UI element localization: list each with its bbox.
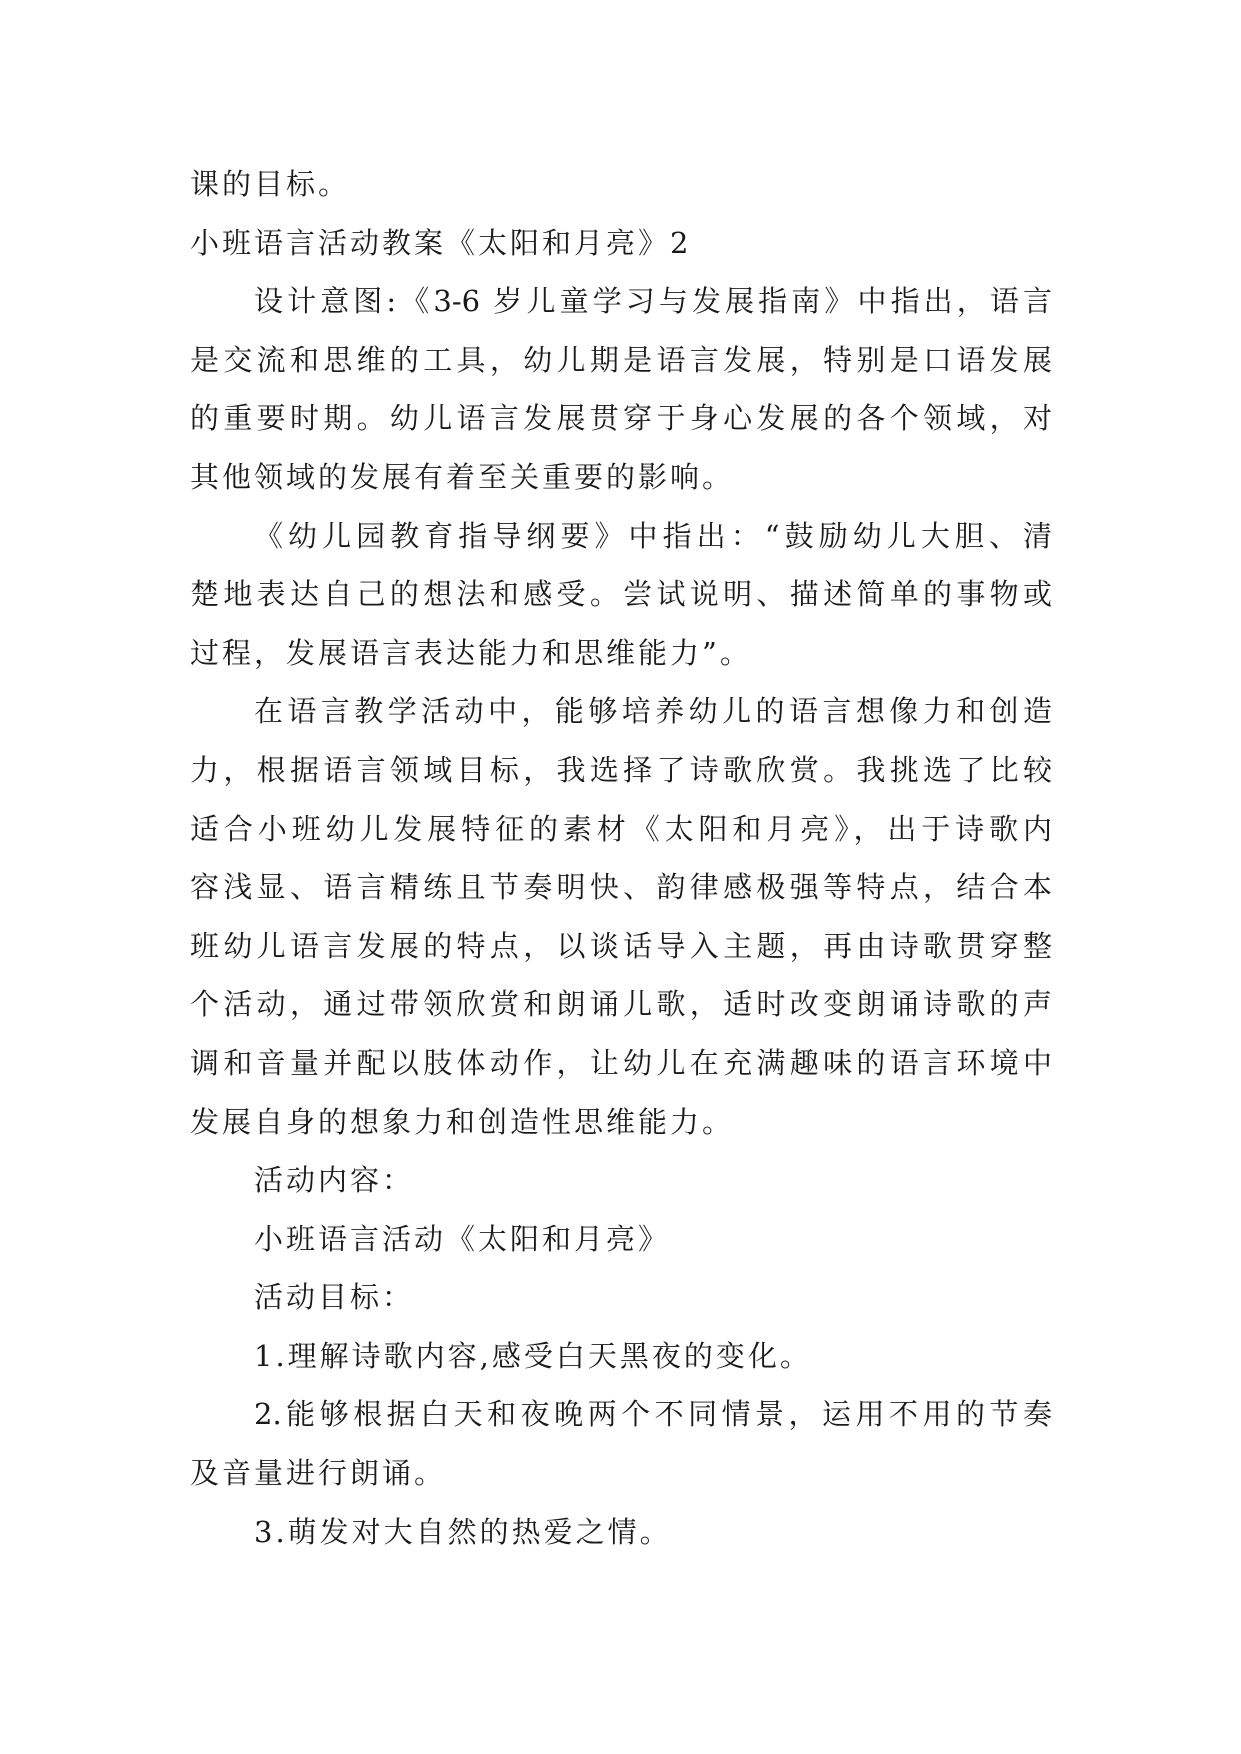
text-line: 2.能够根据白天和夜晚两个不同情景，运用不用的节奏 [254, 1397, 1052, 1432]
text-line: 过程，发展语言表达能力和思维能力”。 [190, 635, 752, 670]
text-line: 小班语言活动《太阳和月亮》 [254, 1221, 671, 1256]
text-line: 课的目标。 [190, 167, 351, 201]
text-line: 3.萌发对大自然的热爱之情。 [254, 1514, 672, 1549]
text-line: 及音量进行朗诵。 [190, 1456, 447, 1491]
text-line: 力，根据语言领域目标，我选择了诗歌欣赏。我挑选了比较 [190, 752, 1052, 787]
text-line: 楚地表达自己的想法和感受。尝试说明、描述简单的事物或 [190, 577, 1052, 612]
text-line: 设计意图:《3-6 岁儿童学习与发展指南》中指出，语言 [254, 284, 1052, 319]
text-line: 是交流和思维的工具，幼儿期是语言发展，特别是口语发展 [190, 342, 1052, 377]
text-line: 其他领域的发展有着至关重要的影响。 [190, 459, 735, 494]
text-line: 班幼儿语言发展的特点，以谈话导入主题，再由诗歌贯穿整 [190, 928, 1052, 963]
text-line: 发展自身的想象力和创造性思维能力。 [190, 1104, 735, 1139]
section-title: 小班语言活动教案《太阳和月亮》2 [190, 225, 692, 260]
text-line: 适合小班幼儿发展特征的素材《太阳和月亮》，出于诗歌内 [190, 811, 1052, 846]
text-line: 容浅显、语言精练且节奏明快、韵律感极强等特点，结合本 [190, 870, 1052, 905]
text-line: 在语言教学活动中，能够培养幼儿的语言想像力和创造 [254, 694, 1052, 729]
text-line: 个活动，通过带领欣赏和朗诵儿歌，适时改变朗诵诗歌的声 [190, 987, 1052, 1022]
document-body [190, 155, 1052, 1561]
text-line: 活动内容： [254, 1163, 415, 1198]
text-line: 的重要时期。幼儿语言发展贯穿于身心发展的各个领域，对 [190, 401, 1052, 436]
text-line: 活动目标： [254, 1280, 415, 1315]
text-line: 调和音量并配以肢体动作，让幼儿在充满趣味的语言环境中 [190, 1045, 1052, 1080]
text-line: 1.理解诗歌内容,感受白天黑夜的变化。 [254, 1338, 812, 1373]
text-line: 《幼儿园教育指导纲要》中指出：“鼓励幼儿大胆、清 [254, 518, 1052, 553]
